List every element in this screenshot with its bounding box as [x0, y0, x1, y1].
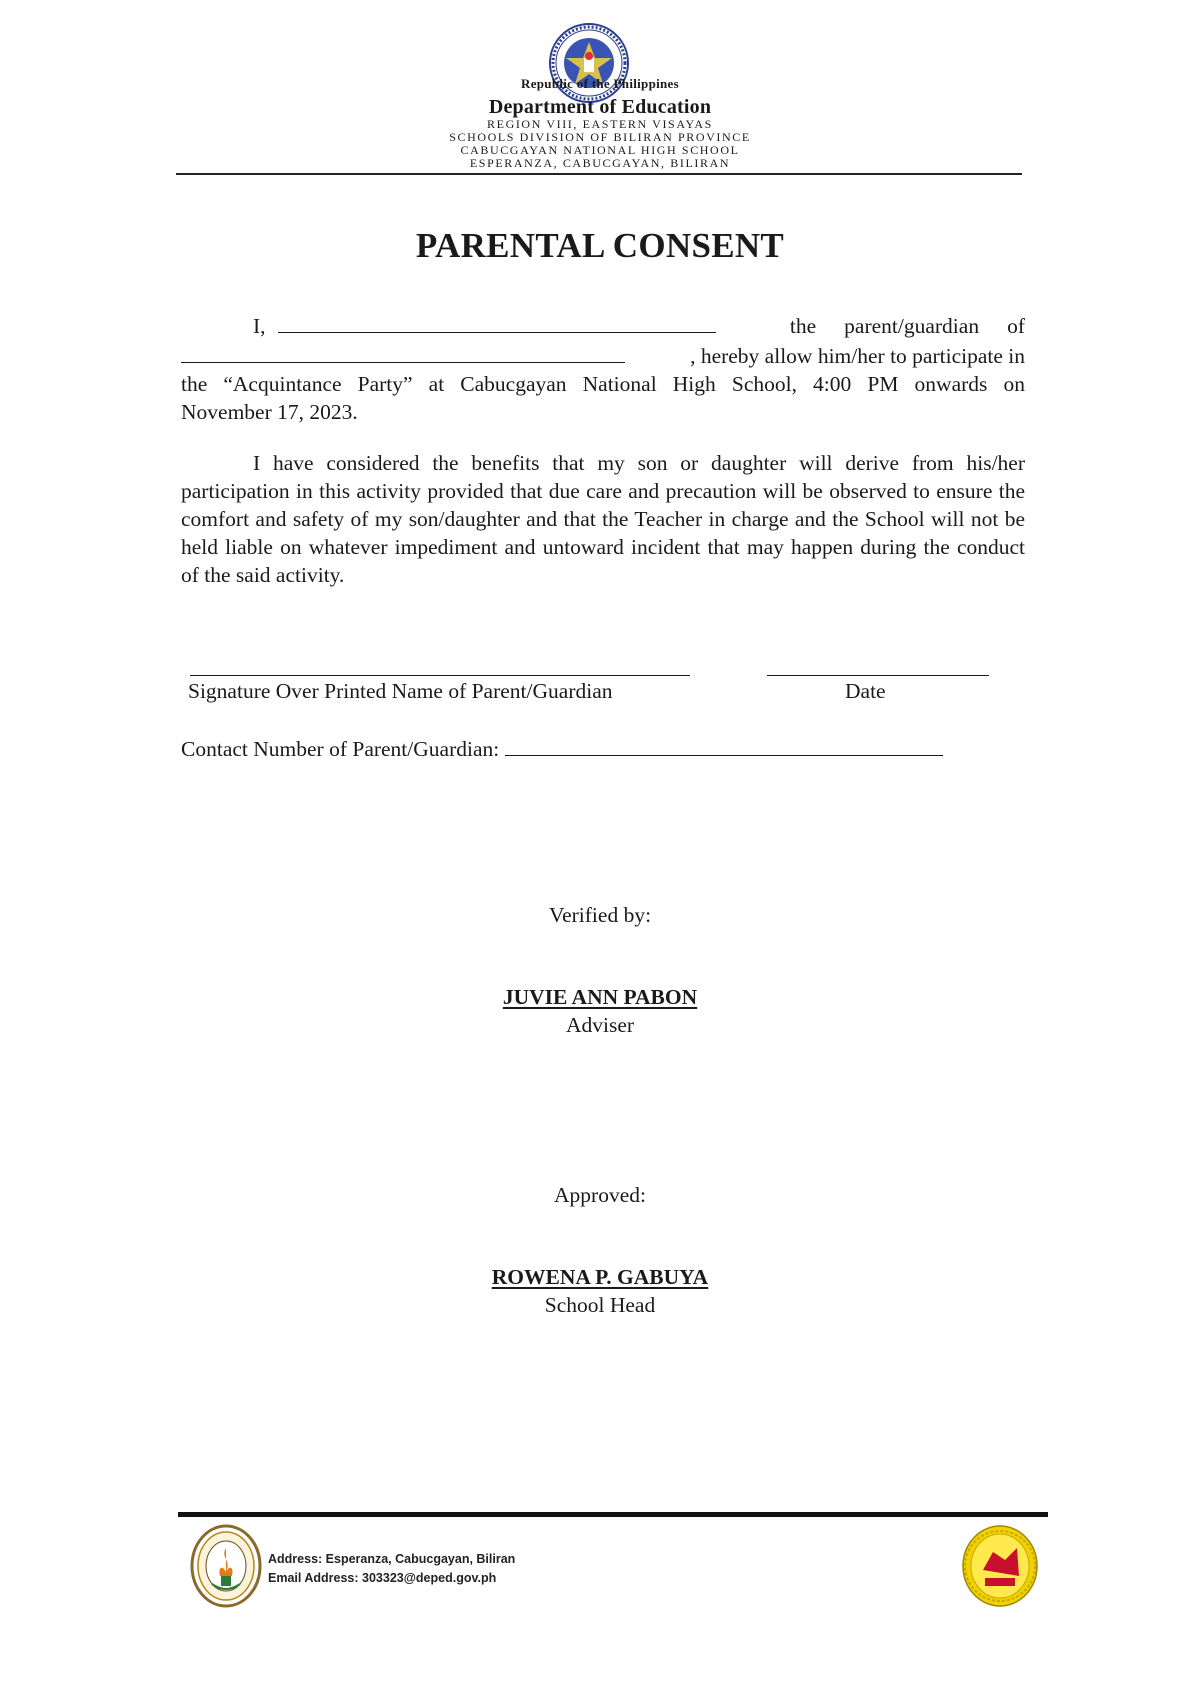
- contact-label: Contact Number of Parent/Guardian:: [181, 737, 500, 761]
- parent-guardian-word: parent/guardian: [844, 314, 980, 338]
- of-word: of: [1007, 314, 1025, 338]
- consent-line-3: the “Acquintance Party” at Cabucgayan National High School, 4:00 PM onwards on: [181, 372, 1025, 396]
- parent-signature-label: Signature Over Printed Name of Parent/Guardian: [188, 679, 613, 703]
- school-head-position: School Head: [544, 1293, 656, 1317]
- footer-address: Address: Esperanza, Cabucgayan, Biliran: [268, 1552, 516, 1566]
- i-word: I,: [253, 314, 266, 338]
- header-divider: [176, 173, 1022, 175]
- the-word: the: [789, 314, 817, 338]
- page-title: PARENTAL CONSENT: [415, 226, 785, 265]
- consent-line-2: [181, 340, 1025, 370]
- contact-row: [181, 733, 943, 762]
- student-name-field[interactable]: [181, 340, 625, 363]
- division-logo-icon: [961, 1524, 1039, 1608]
- footer-divider: [178, 1512, 1048, 1517]
- consent-paragraph: [181, 310, 1025, 426]
- contact-number-field[interactable]: [505, 733, 943, 756]
- date-line[interactable]: [767, 675, 989, 676]
- benefits-paragraph: I have considered the benefits that my son or daughter will derive from his/her participation in this activity provided that due care and precaution will be observed to ensure the comfort and safety of my son/daughter and that the Teacher in charge and the School will not be held liable on whatever impediment and untoward incident that may happen during the conduct of the said activity.: [181, 451, 1025, 587]
- consent-line-4: November 17, 2023.: [181, 400, 358, 424]
- parent-name-field[interactable]: [278, 310, 716, 333]
- allow-text: , hereby allow him/her to participate in: [690, 344, 1025, 368]
- adviser-position: Adviser: [565, 1013, 635, 1037]
- department-name: Department of Education: [488, 96, 712, 118]
- approved-label: Approved:: [554, 1183, 646, 1207]
- republic-line: Republic of the Philippines: [521, 76, 679, 91]
- division-line: SCHOOLS DIVISION OF BILIRAN PROVINCE: [449, 130, 751, 144]
- school-address-line: ESPERANZA, CABUCGAYAN, BILIRAN: [469, 156, 731, 170]
- school-line: CABUCGAYAN NATIONAL HIGH SCHOOL: [460, 143, 740, 157]
- school-head-name: ROWENA P. GABUYA: [491, 1265, 709, 1289]
- footer-contact: [268, 1550, 515, 1588]
- footer-email[interactable]: Email Address: 303323@deped.gov.ph: [268, 1571, 497, 1585]
- parent-signature-line[interactable]: [190, 675, 690, 676]
- adviser-name: JUVIE ANN PABON: [502, 985, 698, 1009]
- school-seal-icon: [190, 1524, 262, 1608]
- verified-label: Verified by:: [548, 903, 652, 927]
- date-label: Date: [845, 679, 886, 703]
- region-line: REGION VIII, EASTERN VISAYAS: [487, 117, 713, 131]
- consent-line-1: [181, 310, 1025, 340]
